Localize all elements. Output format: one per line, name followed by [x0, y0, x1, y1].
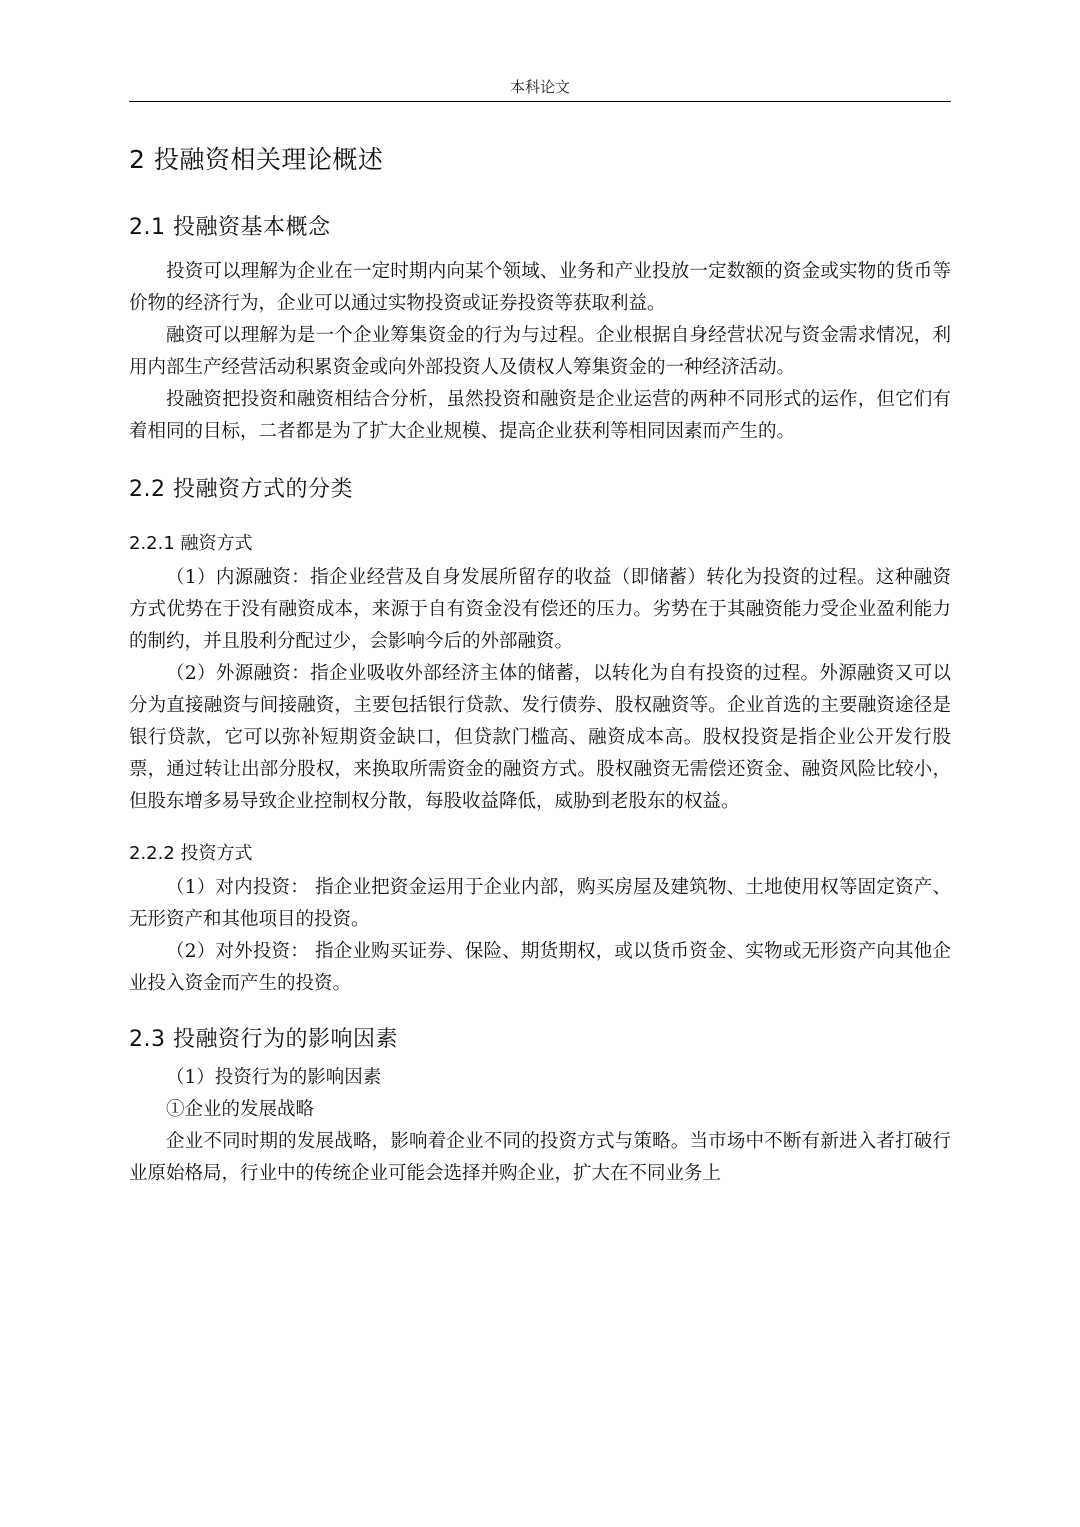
section-title-2-1: 2.1 投融资基本概念 [129, 215, 331, 240]
paragraph: （2）外源融资：指企业吸收外部经济主体的储蓄，以转化为自有投资的过程。外源融资又可以分为直接融资与间接融资，主要包括银行贷款、发行债券、股权融资等。企业首选的主要融资途径是银行贷款，它可以弥补短期资金缺口，但贷款门槛高、融资成本高。股权投资是指企业公开发行股票，通过转让出部分股权，来换取所需资金的融资方式。股权融资无需偿还资金、融资风险比较小，但股东增多易导致企业控制权分散，每股收益降低，威胁到老股东的权益。 [129, 663, 951, 812]
running-header: 本科论文 [509, 78, 570, 96]
section-title-2-2: 2.2 投融资方式的分类 [129, 477, 353, 502]
paragraph: 投资可以理解为企业在一定时期内向某个领域、业务和产业投放一定数额的资金或实物的货币等价物的经济行为，企业可以通过实物投资或证券投资等获取利益。 [129, 261, 951, 314]
paragraph: （1）内源融资：指企业经营及自身发展所留存的收益（即储蓄）转化为投资的过程。这种融资方式优势在于没有融资成本，来源于自有资金没有偿还的压力。劣势在于其融资能力受企业盈利能力的制约，并且股利分配过少，会影响今后的外部融资。 [129, 567, 951, 652]
paragraph: 企业不同时期的发展战略，影响着企业不同的投资方式与策略。当市场中不断有新进入者打破行业原始格局，行业中的传统企业可能会选择并购企业，扩大在不同业务上 [129, 1131, 951, 1184]
paragraph: （1）投资行为的影响因素 [166, 1067, 382, 1088]
paragraph: ①企业的发展战略 [166, 1099, 315, 1120]
subsection-title-2-2-1: 2.2.1 融资方式 [129, 533, 253, 554]
paragraph: 融资可以理解为是一个企业筹集资金的行为与过程。企业根据自身经营状况与资金需求情况，利用内部生产经营活动积累资金或向外部投资人及债权人筹集资金的一种经济活动。 [129, 325, 951, 378]
header-rule [129, 101, 951, 102]
page-content [129, 138, 951, 1190]
paragraph: 投融资把投资和融资相结合分析，虽然投资和融资是企业运营的两种不同形式的运作，但它们有着相同的目标，二者都是为了扩大企业规模、提高企业获利等相同因素而产生的。 [129, 389, 951, 442]
paragraph: （2）对外投资： 指企业购买证券、保险、期货期权，或以货币资金、实物或无形资产向其他企业投入资金而产生的投资。 [129, 941, 951, 994]
section-title-2-3: 2.3 投融资行为的影响因素 [129, 1027, 398, 1052]
chapter-title: 2 投融资相关理论概述 [129, 145, 384, 174]
subsection-title-2-2-2: 2.2.2 投资方式 [129, 843, 253, 864]
paragraph: （1）对内投资： 指企业把资金运用于企业内部，购买房屋及建筑物、土地使用权等固定资产、无形资产和其他项目的投资。 [129, 877, 951, 930]
